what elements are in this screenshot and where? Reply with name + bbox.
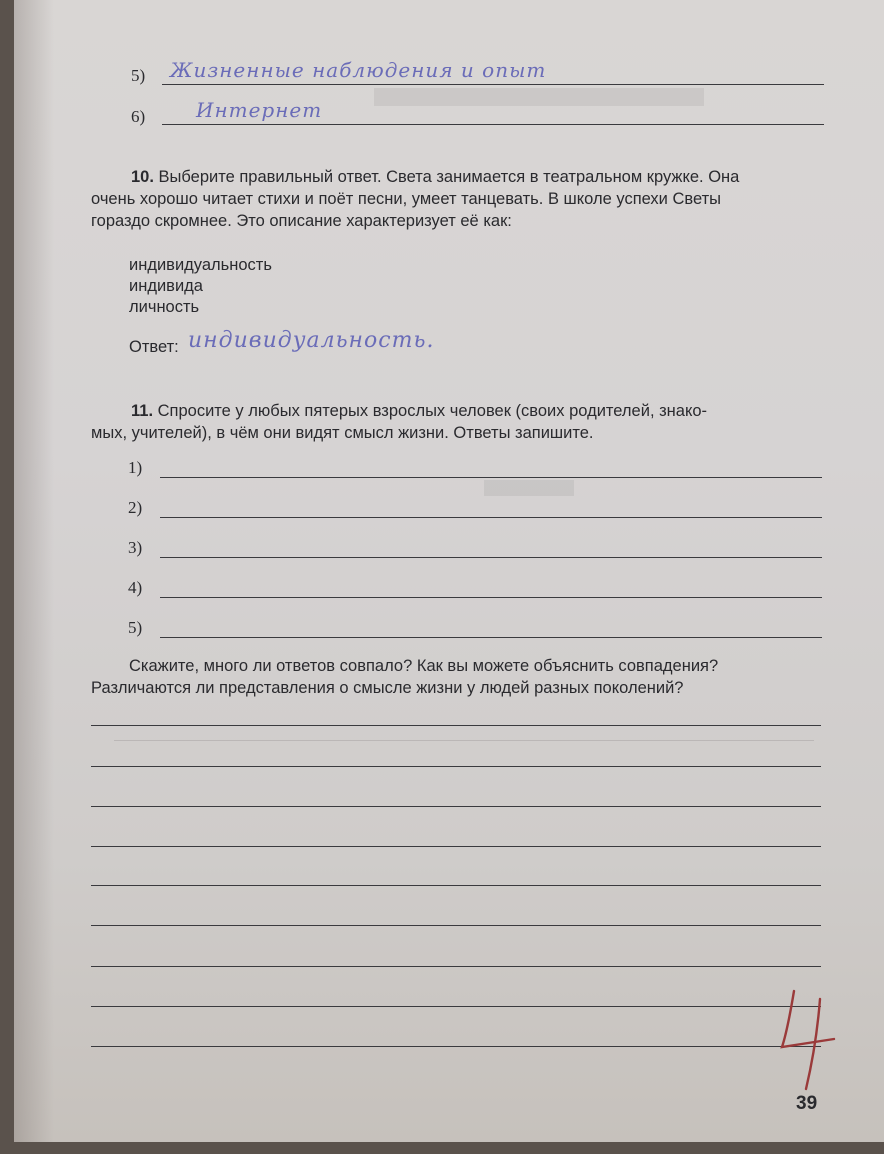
show-through bbox=[484, 480, 574, 496]
task-10-line-3: гораздо скромнее. Это описание характеризует её как: bbox=[91, 212, 512, 230]
answer-5-number: 5) bbox=[131, 66, 146, 85]
answer-6-number: 6) bbox=[131, 107, 146, 126]
item-5-line bbox=[160, 637, 822, 638]
answer-6-line bbox=[162, 124, 824, 125]
task-11-line-2: мых, учителей), в чём они видят смысл жизни. Ответы запишите. bbox=[91, 424, 594, 442]
item-3-line bbox=[160, 557, 822, 558]
writing-line bbox=[91, 885, 821, 886]
writing-line bbox=[91, 1046, 821, 1047]
item-3-number: 3) bbox=[128, 538, 143, 557]
answer-5-line bbox=[162, 84, 824, 85]
show-through bbox=[114, 740, 814, 741]
writing-line bbox=[91, 766, 821, 767]
task-11-text bbox=[131, 400, 831, 422]
writing-line bbox=[91, 1006, 821, 1007]
answer-6-handwriting: Интернет bbox=[196, 98, 323, 122]
writing-line bbox=[91, 806, 821, 807]
task-11-number: 11. bbox=[131, 402, 154, 420]
item-1-number: 1) bbox=[128, 458, 143, 477]
option-personality: личность bbox=[129, 298, 200, 316]
page-shadow bbox=[14, 0, 54, 1142]
follow-up-question-1: Скажите, много ли ответов совпало? Как вы можете объяснить совпадения? bbox=[129, 657, 719, 675]
item-5-number: 5) bbox=[128, 618, 143, 637]
option-individual: индивида bbox=[129, 277, 203, 295]
workbook-page bbox=[14, 0, 884, 1142]
task-10-answer-handwriting: индивидуальность. bbox=[188, 328, 435, 353]
writing-line bbox=[91, 925, 821, 926]
writing-line bbox=[91, 966, 821, 967]
answer-label: Ответ: bbox=[129, 338, 179, 356]
task-11-line-1: Спросите у любых пятерых взрослых человек (своих родителей, знако- bbox=[157, 402, 708, 420]
item-2-line bbox=[160, 517, 822, 518]
item-4-line bbox=[160, 597, 822, 598]
task-10-line-1: Выберите правильный ответ. Света занимается в театральном кружке. Она bbox=[158, 168, 740, 186]
page-number: 39 bbox=[796, 1093, 818, 1114]
option-individuality: индивидуальность bbox=[129, 256, 272, 274]
writing-line bbox=[91, 846, 821, 847]
writing-line bbox=[91, 725, 821, 726]
show-through bbox=[374, 88, 704, 106]
grade-mark bbox=[776, 985, 846, 1095]
follow-up-question-2: Различаются ли представления о смысле жизни у людей разных поколений? bbox=[91, 679, 684, 697]
task-10-line-2: очень хорошо читает стихи и поёт песни, умеет танцевать. В школе успехи Светы bbox=[91, 190, 722, 208]
item-4-number: 4) bbox=[128, 578, 143, 597]
item-1-line bbox=[160, 477, 822, 478]
task-10-text bbox=[131, 166, 831, 188]
answer-5-handwriting: Жизненные наблюдения и опыт bbox=[170, 58, 547, 82]
item-2-number: 2) bbox=[128, 498, 143, 517]
task-10-number: 10. bbox=[131, 168, 154, 186]
